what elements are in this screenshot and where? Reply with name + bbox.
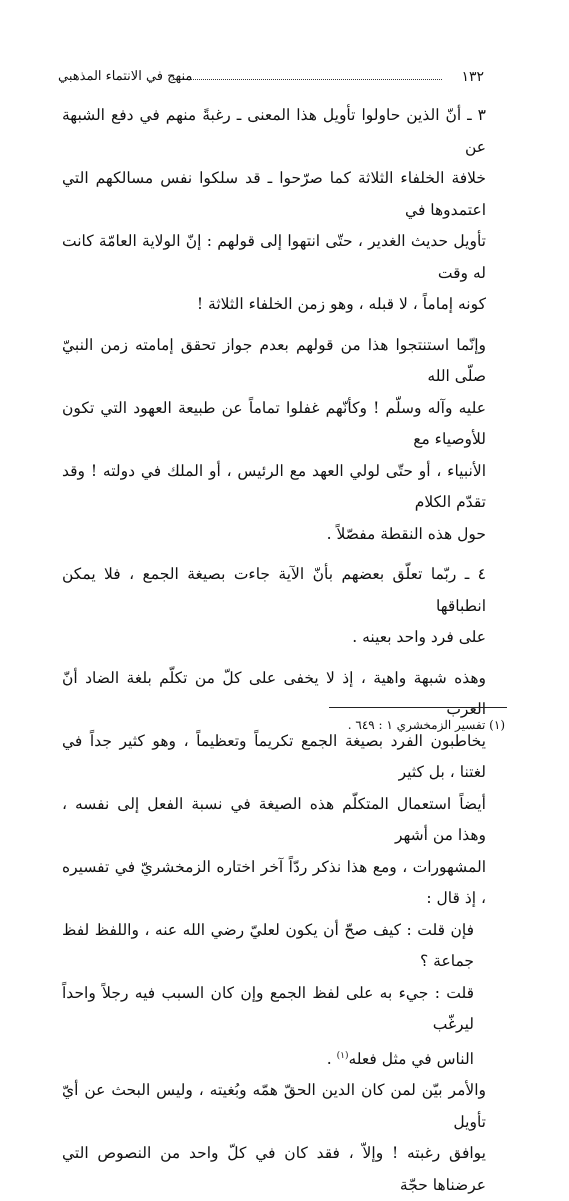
footnote-reference: (١) (336, 1050, 349, 1061)
text-line: أيضاً استعمال المتكلّم هذه الصيغة في نسبة الفعل إلى نفسه ، وهذا من أشهر (62, 794, 486, 844)
text-line: ٤ ـ ربّما تعلّق بعضهم بأنّ الآية جاءت بصيغة الجمع ، فلا يمكن انطباقها (62, 565, 486, 615)
body-text (62, 100, 486, 1201)
text-line: وإنّما استنتجوا هذا من قولهم بعدم جواز تحقق إمامته زمن النبيّ صلّى الله (62, 335, 486, 385)
paragraph-point-3 (62, 100, 486, 321)
paragraph-point-4 (62, 559, 486, 654)
running-title: منهج في الانتماء المذهبي (58, 69, 193, 84)
text-line: ٣ ـ أنّ الذين حاولوا تأويل هذا المعنى ـ رغبةً منهم في دفع الشبهة عن (62, 106, 486, 156)
text-line-end: . (326, 1049, 337, 1068)
text-line: عليه وآله وسلّم ! وكأنّهم غفلوا تماماً عن طبيعة العهود التي تكون للأوصياء مع (62, 398, 486, 448)
header-dotted-leader (173, 79, 442, 80)
text-line: حول هذه النقطة مفصّلاً . (326, 524, 486, 543)
paragraph-conclusion (62, 1075, 486, 1201)
text-line: والأمر بيّن لمن كان الدين الحقّ همّه وبُغيته ، وليس البحث عن أيّ تأويل (62, 1081, 486, 1131)
footnote-divider (329, 707, 507, 708)
text-line: كونه إماماً ، لا قبله ، وهو زمن الخلفاء الثلاثة ! (196, 295, 486, 313)
text-line: الناس في مثل فعله (348, 1049, 474, 1068)
quote-answer (62, 978, 486, 1076)
text-line: خلافة الخلفاء الثلاثة كما صرّحوا ـ قد سلكوا نفس مسالكهم التي اعتمدوها في (62, 169, 486, 219)
text-line: يوافق رغبته ! وإلاّ ، فقد كان في كلّ واحد من النصوص التي عرضناها حجّة (62, 1144, 486, 1194)
page-number: ١٣٢ (461, 69, 484, 85)
quote-question (62, 915, 486, 978)
text-line: تأويل حديث الغدير ، حتّى انتهوا إلى قولهم : إنّ الولاية العامّة كانت له وقت (62, 232, 486, 282)
text-line: وهذه شبهة واهية ، إذ لا يخفى على كلّ من تكلّم بلغة الضاد أنّ العرب (62, 668, 486, 718)
text-line: فإن قلت : كيف صحّ أن يكون لعليّ رضي الله عنه ، واللفظ لفظ جماعة ؟ (62, 920, 474, 970)
text-line: يخاطبون الفرد بصيغة الجمع تكريماً وتعظيماً ، وهو كثير جداً في لغتنا ، بل كثير (62, 731, 486, 781)
paragraph-deduction (62, 330, 486, 551)
footnote: (١) تفسير الزمخشري ١ : ٦٤٩ . (347, 718, 505, 732)
text-line: المشهورات ، ومع هذا نذكر ردّاً آخر اختاره الزمخشريّ في تفسيره ، إذ قال : (62, 857, 486, 907)
page-header (58, 65, 484, 89)
paragraph-rebuttal (62, 663, 486, 915)
text-line: قلت : جيء به على لفظ الجمع وإن كان السبب فيه رجلاً واحداً ليرغّب (62, 983, 474, 1033)
text-line: الأنبياء ، أو حتّى لولي العهد مع الرئيس ، أو الملك في دولته ! وقد تقدّم الكلام (62, 461, 486, 511)
text-line: على فرد واحد بعينه . (352, 628, 486, 646)
